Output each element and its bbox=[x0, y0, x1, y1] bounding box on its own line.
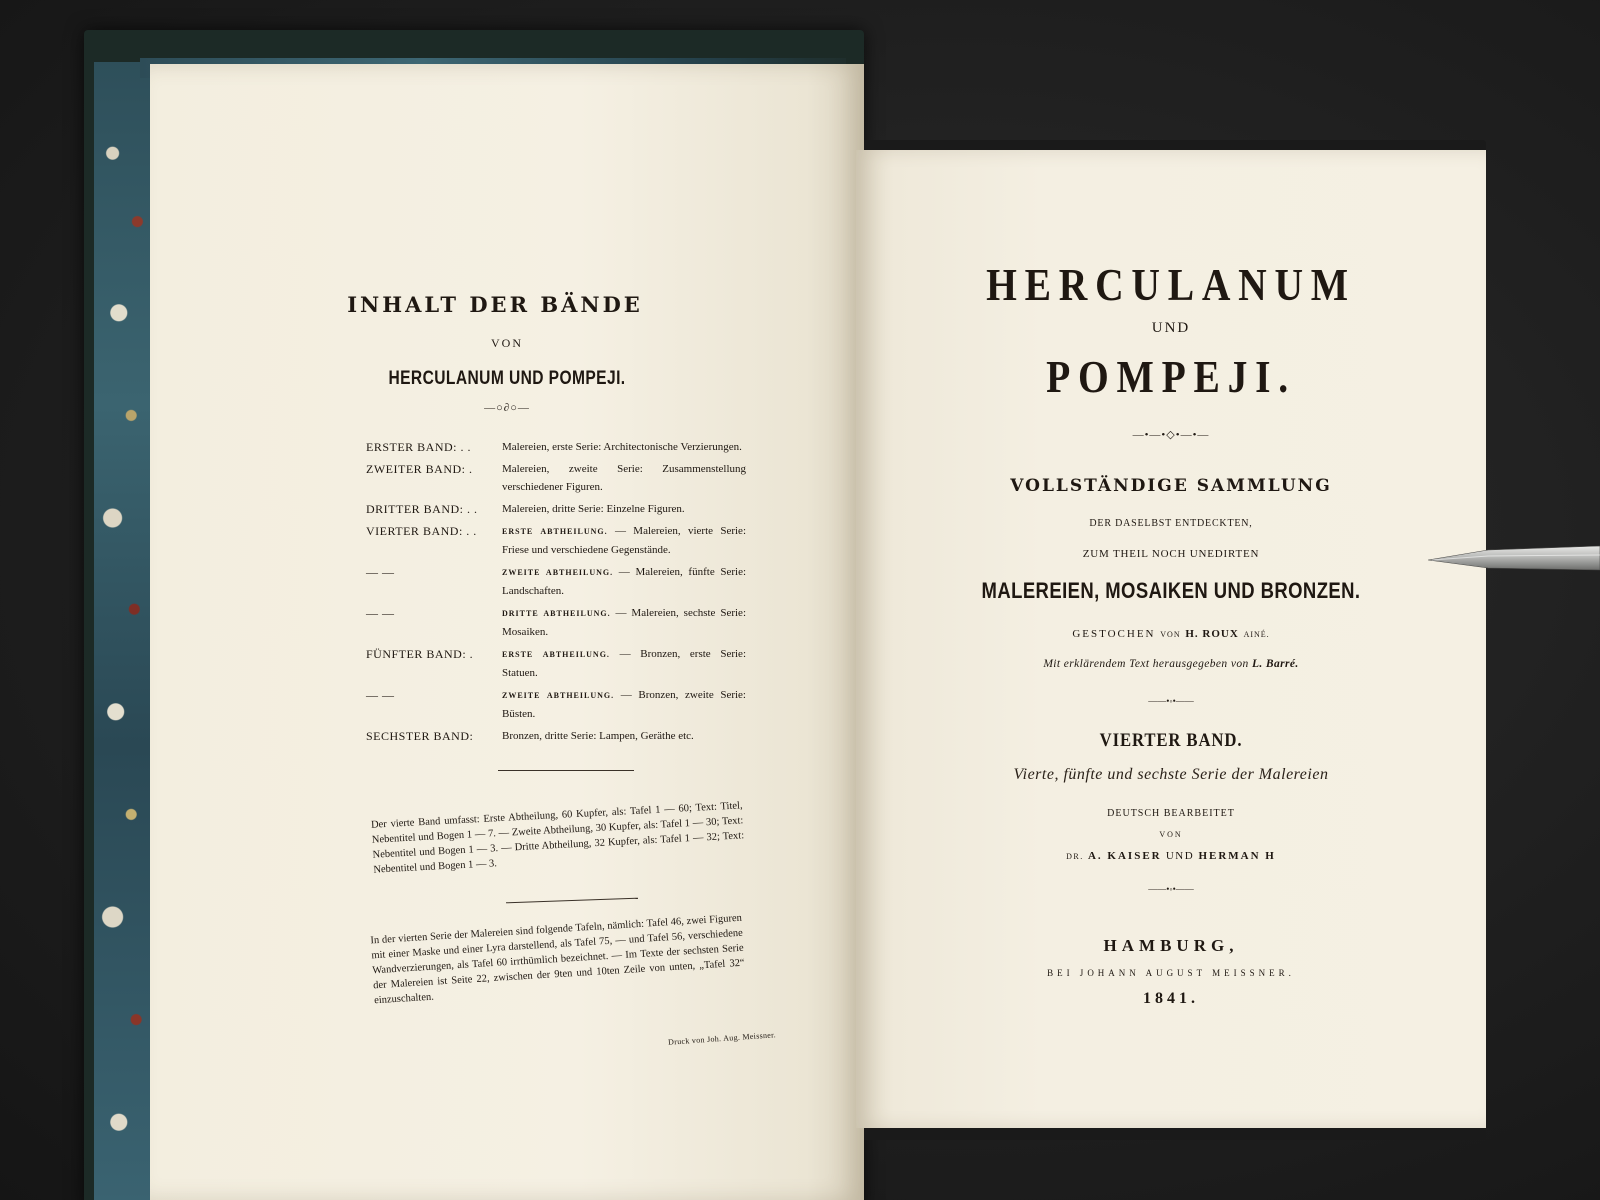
imprint-publisher: BEI JOHANN AUGUST MEISSNER. bbox=[1047, 968, 1295, 978]
divider-rule bbox=[498, 770, 634, 771]
divider-rule bbox=[506, 898, 638, 904]
contents-row-section: ERSTE ABTHEILUNG. bbox=[502, 527, 608, 536]
contents-row-label: — — bbox=[366, 606, 395, 620]
contents-row-label: — — bbox=[366, 688, 395, 702]
contents-row-text bbox=[502, 686, 746, 723]
contents-row bbox=[366, 500, 746, 518]
collection-heading: VOLLSTÄNDIGE SAMMLUNG bbox=[1010, 476, 1332, 496]
translator-title: DR. bbox=[1066, 852, 1084, 861]
subtitle-line: DER DASELBST ENTDECKTEN, bbox=[1089, 518, 1253, 529]
contents-row bbox=[366, 522, 746, 559]
title-page bbox=[856, 150, 1486, 1128]
translators-und: UND bbox=[1165, 850, 1195, 862]
contents-row-section: ZWEITE ABTHEILUNG. bbox=[502, 568, 614, 577]
left-page bbox=[150, 64, 864, 1200]
engraver-line bbox=[856, 628, 1486, 640]
translators-line bbox=[856, 850, 1486, 862]
contents-row-label: VIERTER BAND: . . bbox=[366, 524, 477, 538]
contents-row-detail: — Malereien, vierte Serie: Friese und verschiedene Gegenstände. bbox=[502, 525, 746, 556]
contents-row-text: Malereien, dritte Serie: Einzelne Figuren. bbox=[502, 503, 685, 515]
contents-row-text bbox=[502, 522, 746, 559]
contents-row-text: Malereien, zweite Serie: Zusammenstellung verschiedener Figuren. bbox=[502, 463, 746, 493]
translators-von: VON bbox=[1159, 830, 1183, 839]
contents-row-label: — — bbox=[366, 565, 395, 579]
contents-row-section: ERSTE ABTHEILUNG. bbox=[502, 650, 610, 659]
contents-row-text bbox=[502, 604, 746, 641]
contents-row bbox=[366, 460, 746, 496]
subtitle-line: ZUM THEIL NOCH UNEDIRTEN bbox=[1082, 548, 1260, 560]
editor-line bbox=[856, 658, 1486, 670]
contents-list bbox=[366, 438, 746, 749]
knife-blade-icon bbox=[1428, 540, 1600, 576]
main-title: HERCULANUM bbox=[986, 259, 1356, 310]
ornament-divider: ——•◦•—— bbox=[1148, 696, 1194, 706]
contents-row-text: Bronzen, dritte Serie: Lampen, Geräthe etc. bbox=[502, 730, 694, 742]
contents-von: VON bbox=[491, 336, 523, 350]
contents-row-label: ERSTER BAND: . . bbox=[366, 440, 472, 454]
translator-name: HERMAN H bbox=[1198, 850, 1276, 862]
engraver-name: H. ROUX bbox=[1185, 628, 1239, 640]
contents-row bbox=[366, 686, 746, 723]
volume-heading: VIERTER BAND. bbox=[1099, 730, 1243, 751]
contents-row-detail: — Malereien, fünfte Serie: Landschaften. bbox=[502, 566, 747, 597]
contents-heading: INHALT DER BÄNDE bbox=[347, 292, 643, 317]
editor-prefix: Mit erklärendem Text herausgegeben von bbox=[1043, 658, 1249, 670]
volume-note: Der vierte Band umfasst: Erste Abtheilung, 60 Kupfer, als: Tafel 1 — 60; Text: Titel, Nebentitel und Bogen 1 — 7. — Zweite Abtheilung, 30 Kupfer, als: Tafel 1 — 30; Text: Nebentitel und Bogen 1 — 3. — Dritte Abtheilung, 32 Kupfer, als: Tafel 1 — 32; Text: Nebentitel und Bogen 1 — 3. bbox=[370, 800, 745, 876]
contents-row-detail: — Bronzen, zweite Serie: Büsten. bbox=[502, 689, 746, 720]
title-und: UND bbox=[1151, 320, 1191, 336]
printer-imprint: Druck von Joh. Aug. Meissner. bbox=[667, 1030, 777, 1047]
contents-row-detail: — Bronzen, erste Serie: Statuen. bbox=[502, 648, 746, 679]
editor-name: L. Barré. bbox=[1251, 658, 1299, 670]
engraver-prefix: GESTOCHEN bbox=[1072, 628, 1156, 640]
errata-note: In der vierten Serie der Malereien sind folgende Tafeln, nämlich: Tafel 46, zwei Figuren mit einer Maske und einer Lyra darstellend, als Tafel 75, — und Tafel 56, verschiedene Wandverzierungen, als Tafel 60 irrthümlich bezeichnet. — Im Texte der sechsten Serie der Malereien ist Seite 22, zwischen der 9ten und 10ten Zeile von unten, „Tafel 32“ einzuschalten. bbox=[370, 912, 745, 1007]
translator-name: A. KAISER bbox=[1087, 850, 1162, 862]
contents-row-text: Malereien, erste Serie: Architectonische Verzierungen. bbox=[502, 441, 742, 453]
engraver-von: VON bbox=[1160, 630, 1181, 639]
ornament-divider: —○∂○— bbox=[484, 402, 530, 414]
imprint-city: HAMBURG, bbox=[1103, 936, 1239, 955]
contents-row bbox=[366, 438, 746, 456]
ornament-divider: ——•◦•—— bbox=[1148, 884, 1194, 894]
contents-row-section: ZWEITE ABTHEILUNG. bbox=[502, 691, 615, 700]
subject-heading: MALEREIEN, MOSAIKEN UND BRONZEN. bbox=[981, 578, 1361, 603]
contents-row bbox=[366, 604, 746, 641]
contents-row-text bbox=[502, 645, 746, 682]
contents-row-label: SECHSTER BAND: bbox=[366, 729, 474, 743]
contents-row bbox=[366, 645, 746, 682]
main-title-second: POMPEJI. bbox=[1046, 351, 1296, 402]
contents-row-detail: — Malereien, sechste Serie: Mosaiken. bbox=[502, 607, 746, 638]
contents-row bbox=[366, 563, 746, 600]
contents-row-label: ZWEITER BAND: . bbox=[366, 462, 473, 476]
imprint-year: 1841. bbox=[1143, 990, 1199, 1007]
series-line: Vierte, fünfte und sechste Serie der Malereien bbox=[1013, 766, 1329, 783]
engraver-suffix: AINÉ. bbox=[1243, 630, 1270, 639]
translation-line: DEUTSCH BEARBEITET bbox=[1107, 808, 1235, 819]
contents-row-text bbox=[502, 563, 746, 600]
contents-row-label: FÜNFTER BAND: . bbox=[366, 647, 474, 661]
ornament-divider: —•—•◇•—•— bbox=[1132, 429, 1210, 441]
contents-row-section: DRITTE ABTHEILUNG. bbox=[502, 609, 611, 618]
contents-subtitle: HERCULANUM UND POMPEJI. bbox=[388, 368, 626, 389]
contents-row-label: DRITTER BAND: . . bbox=[366, 502, 478, 516]
marbled-endpaper bbox=[94, 62, 156, 1200]
contents-row bbox=[366, 727, 746, 745]
